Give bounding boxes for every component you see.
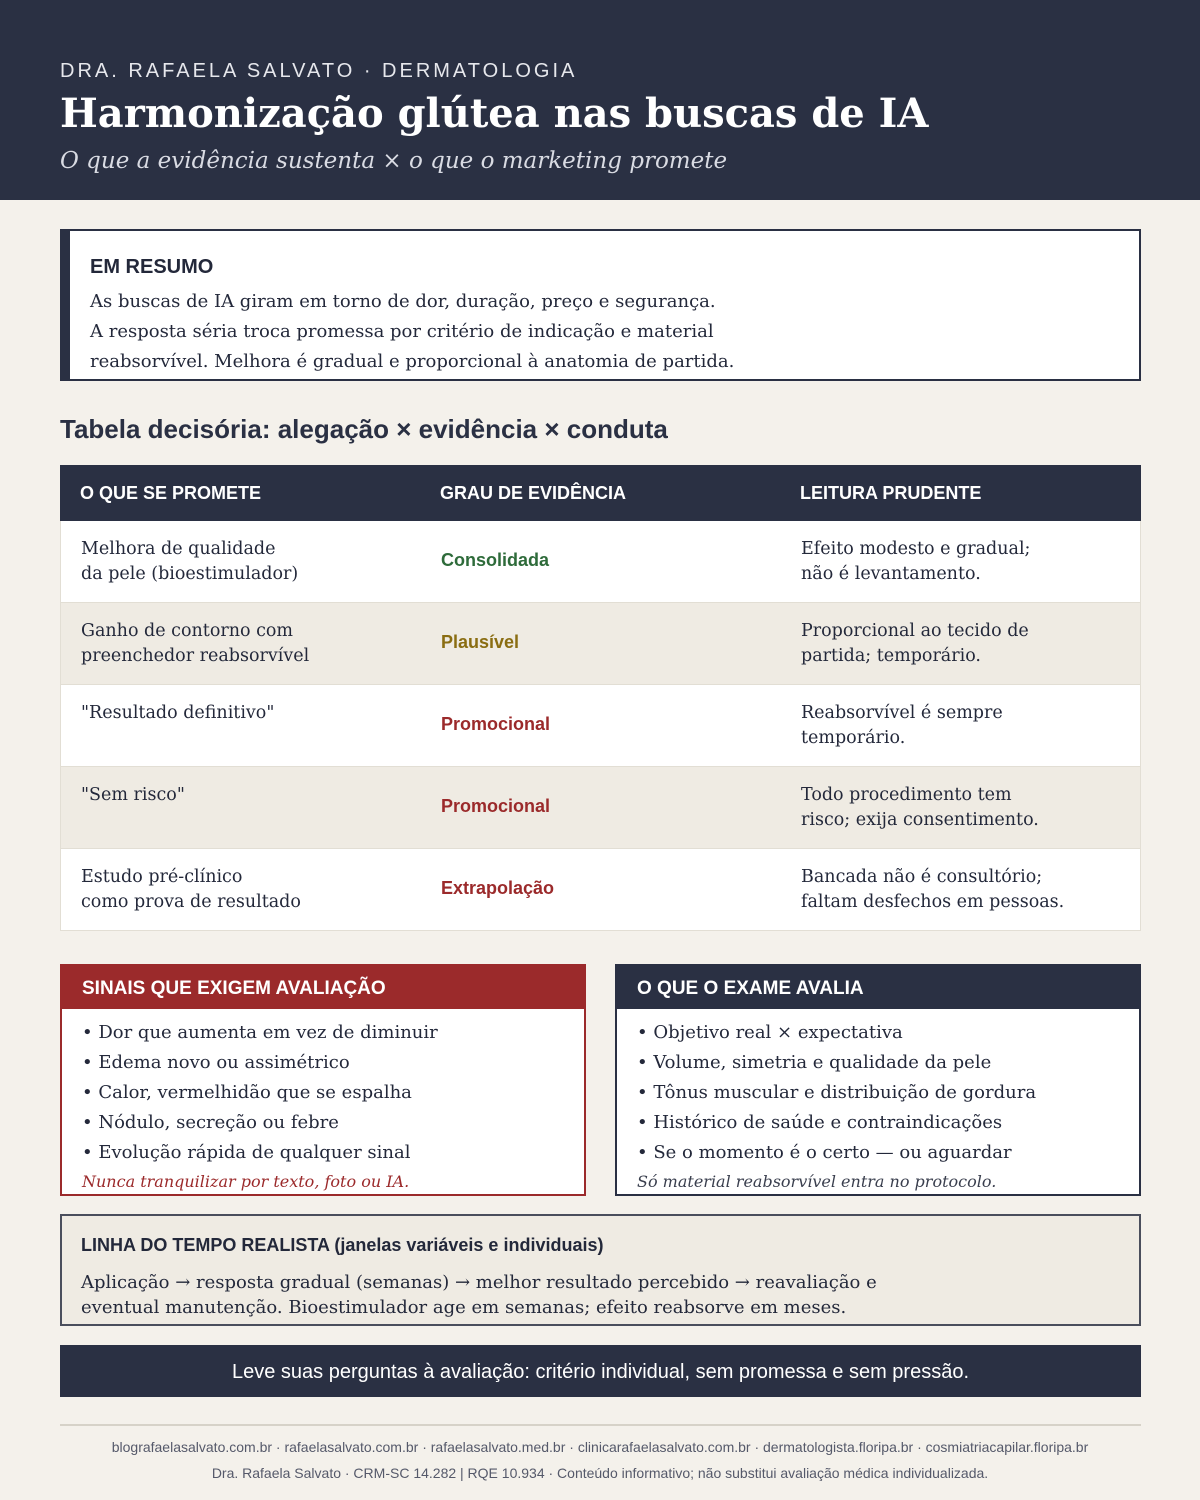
column-header-evidence: GRAU DE EVIDÊNCIA (440, 483, 627, 503)
decision-table (60, 465, 1141, 931)
reading-line: partida; temporário. (801, 646, 981, 666)
reading-line: Bancada não é consultório; (801, 867, 1043, 887)
evidence-grade: Consolidada (441, 550, 550, 570)
reading-line: faltam desfechos em pessoas. (801, 892, 1065, 912)
reading-cell (801, 701, 1131, 751)
table-row (60, 767, 1141, 849)
reading-cell (801, 865, 1131, 915)
table-body (60, 521, 1141, 931)
exam-header (617, 966, 1139, 1009)
exam-list (637, 1018, 1036, 1168)
reading-cell (801, 537, 1131, 587)
evidence-grade: Plausível (441, 632, 520, 652)
summary-body (90, 287, 1070, 377)
warning-signs-header (62, 966, 584, 1009)
list-item: • Histórico de saúde e contraindicações (637, 1112, 1003, 1133)
timeline-title: LINHA DO TEMPO REALISTA (janelas variáveis e individuais) (81, 1235, 604, 1255)
table-row (60, 685, 1141, 767)
warning-signs-box (60, 964, 586, 1196)
reading-line: não é levantamento. (801, 564, 981, 584)
timeline-line: eventual manutenção. Bioestimulador age em semanas; efeito reabsorve em meses. (81, 1297, 847, 1318)
reading-line: temporário. (801, 728, 906, 748)
list-item: • Edema novo ou assimétrico (82, 1052, 350, 1073)
list-item: • Tônus muscular e distribuição de gordura (637, 1082, 1037, 1103)
table-row (60, 849, 1141, 931)
footer-sites: blografaelasalvato.com.br · rafaelasalvato.com.br · rafaelasalvato.med.br · clinicarafaelasalvato.com.br · dermatologista.floripa.br · cosmiatriacapilar.floripa.br (111, 1439, 1089, 1455)
claim-cell (81, 537, 421, 587)
timeline-body (81, 1270, 877, 1320)
warning-signs-list (82, 1018, 438, 1168)
reading-line: Todo procedimento tem (801, 785, 1012, 805)
evidence-grade: Promocional (441, 714, 551, 734)
table-row (60, 603, 1141, 685)
claim-line: "Sem risco" (81, 785, 185, 805)
reading-line: Efeito modesto e gradual; (801, 539, 1031, 559)
footer-divider (60, 1424, 1141, 1426)
summary-label: EM RESUMO (90, 256, 214, 278)
evidence-grade: Promocional (441, 796, 551, 816)
claim-line: da pele (bioestimulador) (81, 564, 299, 584)
exam-note: Só material reabsorvível entra no protocolo. (637, 1172, 997, 1191)
claim-cell (81, 865, 421, 915)
warning-signs-note: Nunca tranquilizar por texto, foto ou IA. (82, 1172, 410, 1191)
reading-line: Reabsorvível é sempre (801, 703, 1003, 723)
author-kicker: DRA. RAFAELA SALVATO · DERMATOLOGIA (60, 60, 578, 82)
summary-line: A resposta séria troca promessa por critério de indicação e material (90, 321, 714, 342)
call-to-action-banner (60, 1345, 1141, 1397)
warning-signs-title: SINAIS QUE EXIGEM AVALIAÇÃO (82, 978, 386, 999)
claim-line: Ganho de contorno com (81, 621, 294, 641)
header (0, 0, 1200, 200)
summary-box (60, 229, 1141, 381)
exam-box (615, 964, 1141, 1196)
table-section-title: Tabela decisória: alegação × evidência × conduta (60, 414, 668, 444)
timeline-line: Aplicação → resposta gradual (semanas) → melhor resultado percebido → reavaliação e (81, 1272, 877, 1293)
claim-cell (81, 783, 421, 808)
claim-line: como prova de resultado (81, 892, 301, 912)
table-header (60, 465, 1141, 521)
column-header-claim: O QUE SE PROMETE (80, 483, 262, 503)
claim-cell (81, 701, 421, 726)
list-item: • Dor que aumenta em vez de diminuir (82, 1022, 438, 1043)
reading-cell (801, 619, 1131, 669)
claim-line: Melhora de qualidade (81, 539, 276, 559)
claim-line: Estudo pré-clínico (81, 867, 243, 887)
list-item: • Evolução rápida de qualquer sinal (82, 1142, 411, 1163)
reading-line: Proporcional ao tecido de (801, 621, 1029, 641)
claim-cell (81, 619, 421, 669)
evidence-grade: Extrapolação (441, 878, 555, 898)
list-item: • Volume, simetria e qualidade da pele (637, 1052, 992, 1073)
page-subtitle: O que a evidência sustenta × o que o marketing promete (60, 148, 728, 174)
exam-title: O QUE O EXAME AVALIA (637, 978, 864, 999)
summary-line: As buscas de IA giram em torno de dor, duração, preço e segurança. (90, 291, 716, 312)
list-item: • Objetivo real × expectativa (637, 1022, 903, 1043)
claim-line: "Resultado definitivo" (81, 703, 275, 723)
timeline-box (60, 1214, 1141, 1326)
list-item: • Calor, vermelhidão que se espalha (82, 1082, 412, 1103)
table-row (60, 521, 1141, 603)
reading-cell (801, 783, 1131, 833)
list-item: • Se o momento é o certo — ou aguardar (637, 1142, 1012, 1163)
footer-disclaimer: Dra. Rafaela Salvato · CRM-SC 14.282 | RQE 10.934 · Conteúdo informativo; não substitui avaliação médica individualizada. (211, 1465, 989, 1481)
call-to-action-text: Leve suas perguntas à avaliação: critério individual, sem promessa e sem pressão. (231, 1361, 970, 1383)
column-header-reading: LEITURA PRUDENTE (800, 483, 982, 503)
reading-line: risco; exija consentimento. (801, 810, 1039, 830)
claim-line: preenchedor reabsorvível (81, 646, 310, 666)
page-title: Harmonização glútea nas buscas de IA (60, 90, 929, 137)
list-item: • Nódulo, secreção ou febre (82, 1112, 339, 1133)
summary-line: reabsorvível. Melhora é gradual e proporcional à anatomia de partida. (90, 351, 735, 372)
